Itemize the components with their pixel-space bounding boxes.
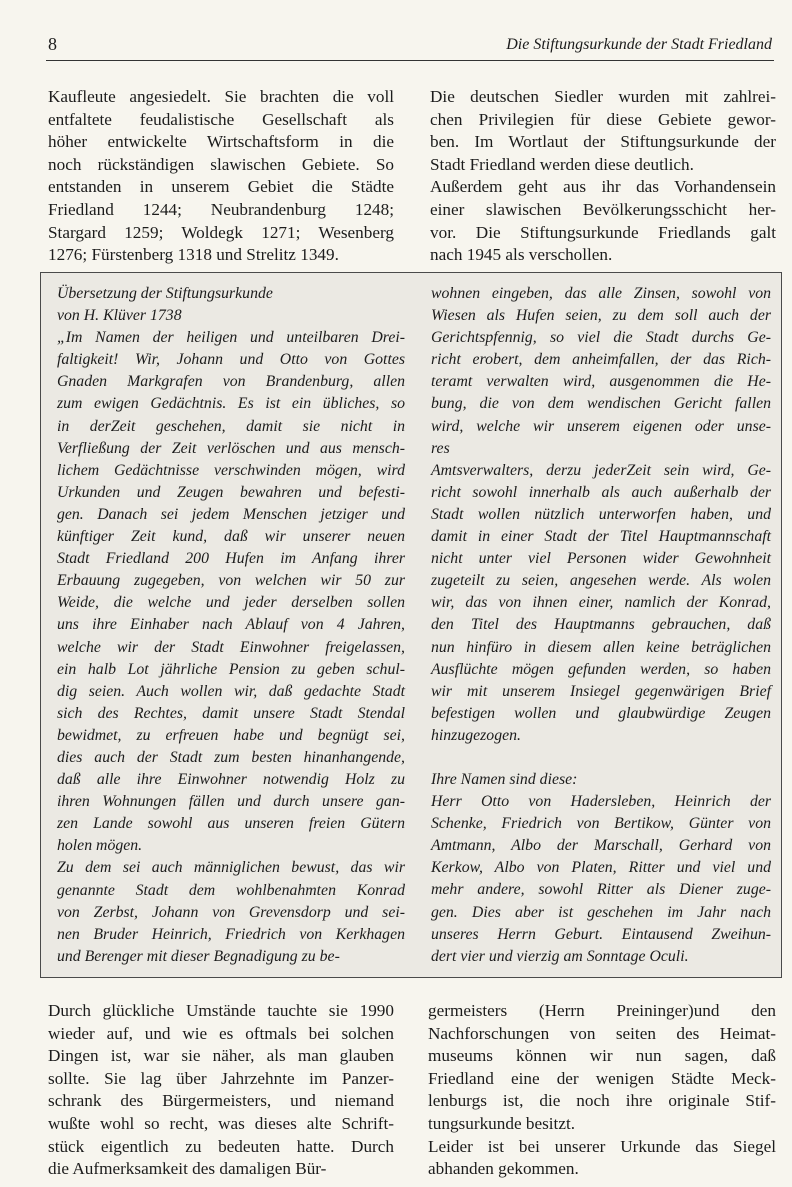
text-line: Erbauung zugegeben, von welchen wir 50 zur — [57, 572, 405, 590]
text-line: Stadt wollen nützlich unterworfen haben, und — [431, 505, 771, 523]
text-line: ben. Im Wortlaut der Stiftungsurkunde der — [430, 132, 776, 152]
text-line: Gerichtspfennig, so viel die Stadt durchs Ge- — [431, 329, 771, 347]
text-line: höher entwickelte Wirtschaftsform in die — [48, 132, 394, 152]
text-line: damit in einer Stadt der Titel Hauptmannschaft — [431, 528, 771, 546]
text-line: Stadt Friedland werden diese deutlich. — [430, 154, 694, 174]
text-line: Schenke, Friedrich von Bertikow, Günter von — [431, 815, 771, 833]
text-line: einer slawischen Bevölkerungsschicht her- — [430, 199, 776, 219]
text-line: Ihre Namen sind diese: — [431, 770, 578, 788]
text-line: bung, die von dem wendischen Gericht fallen — [431, 395, 771, 413]
text-line: zen Lande sowohl aus unseren freien Gütern — [57, 815, 405, 833]
text-line: Amtsverwalters, derzu jederZeit sein wird, Ge- — [431, 461, 771, 479]
text-line: Urkunden und Zeugen bewahren und befesti- — [57, 483, 405, 501]
text-line: Herr Otto von Hadersleben, Heinrich der — [431, 793, 771, 811]
text-line: lichem Gedächtnisse verschwinden mögen, wird — [57, 461, 405, 479]
text-line: uns ihre Einhaber nach Ablauf von 4 Jahren, — [57, 616, 405, 634]
text-line: 1276; Fürstenberg 1318 und Strelitz 1349. — [48, 245, 339, 265]
text-line: unseres Herrn Geburt. Eintausend Zweihun- — [431, 925, 771, 943]
text-line: faltigkeit! Wir, Johann und Otto von Gottes — [57, 351, 405, 369]
bottom-right-column — [428, 1000, 776, 1181]
text-line: Stadt Friedland 200 Hufen im Anfang ihrer — [57, 550, 405, 568]
text-line: germeisters (Herrn Preininger)und den — [428, 1001, 776, 1020]
text-line: holen mögen. — [57, 837, 143, 855]
page-number: 8 — [48, 34, 57, 54]
text-line: genannte Stadt dem wohlbenahmten Konrad — [57, 881, 405, 899]
text-line: von Zerbst, Johann von Grevensdorp und sei- — [57, 903, 405, 921]
text-line: daß alle ihre Einwohner notwendig Holz zu — [57, 771, 405, 789]
text-line: teramt verwalten wird, ausgenommen die He- — [431, 373, 771, 391]
text-line: zum ewigen Gedächtnis. Es ist ein übliches, so — [57, 395, 405, 413]
text-line: dert vier und vierzig am Sonntage Oculi. — [431, 947, 689, 965]
text-line: vor. Die Stiftungsurkunde Friedlands galt — [430, 222, 776, 242]
text-line: nicht unter viel Personen wider Gewohnheit — [431, 550, 771, 568]
text-line: wieder auf, und wie es oftmals bei solchen — [48, 1023, 394, 1043]
text-line: sollte. Sie lag über Jahrzehnte im Panzer- — [48, 1068, 394, 1088]
text-line: abhanden gekommen. — [428, 1159, 579, 1179]
text-line: dies auch der Stadt zum besten hinanhangende, — [57, 748, 405, 766]
text-line: Friedland eine der wenigen Städte Meck- — [428, 1068, 776, 1088]
translation-box — [40, 272, 782, 978]
text-line: dig seien. Auch wollen wir, daß gedachte Stadt — [57, 682, 405, 700]
text-line: res — [431, 439, 450, 457]
text-line: lenburgs ist, die noch ihre originale Stif- — [428, 1091, 776, 1111]
text-line: Übersetzung der Stiftungsurkunde — [57, 285, 273, 302]
text-line: wußte wohl so recht, was dieses alte Schrift- — [48, 1113, 394, 1133]
text-line: Durch glückliche Umstände tauchte sie 1990 — [48, 1001, 394, 1020]
text-line: gen. Danach sei jedem Menschen jetziger und — [57, 505, 405, 523]
text-line: Stargard 1259; Woldegk 1271; Wesenberg — [48, 222, 394, 242]
text-line: Friedland 1244; Neubrandenburg 1248; — [48, 199, 394, 219]
text-line: Verfließung der Zeit verlöschen und aus mensch- — [57, 439, 405, 457]
bottom-left-column — [48, 1000, 394, 1181]
text-line: Zu dem sei auch männiglichen bewust, das wir — [57, 859, 405, 877]
text-line: die Aufmerksamkeit des damaligen Bür- — [48, 1159, 327, 1179]
text-line: entfaltete feudalistische Gesellschaft als — [48, 109, 394, 129]
text-line: schrank des Bürgermeisters, und niemand — [48, 1091, 394, 1111]
text-line: in derZeit geschehen, damit sie nicht in — [57, 417, 405, 435]
text-line: und Berenger mit dieser Begnadigung zu be- — [57, 947, 340, 965]
text-line: bewidmet, zu erfreuen habe und begnügt sei, — [57, 726, 405, 744]
translation-left-column — [57, 283, 405, 968]
text-line: gen. Dies aber ist geschehen im Jahr nach — [431, 903, 771, 921]
top-left-column — [48, 86, 394, 267]
text-line: chen Privilegien für diese Gebiete gewor- — [430, 109, 776, 129]
text-line: den Titel des Hauptmanns gebrauchen, daß — [431, 616, 771, 634]
text-line: Leider ist bei unserer Urkunde das Siegel — [428, 1136, 776, 1156]
blank-line — [431, 747, 771, 769]
running-title: Die Stiftungsurkunde der Stadt Friedland — [506, 36, 772, 53]
text-line: wir mit unserem Insiegel gegenwärigen Brief — [431, 682, 771, 700]
text-line: Außerdem geht aus ihr das Vorhandensein — [430, 177, 776, 197]
text-line: wird, welche wir unserem eigenen oder unse- — [431, 417, 771, 435]
text-line: wir, das von ihnen einer, namlich der Konrad, — [431, 594, 771, 612]
text-line: Ausflüchte mögen gefunden werden, so haben — [431, 660, 771, 678]
text-line: mehr andere, sowohl Ritter als Diener zuge- — [431, 881, 771, 899]
text-line: nach 1945 als verschollen. — [430, 245, 613, 265]
text-line: Dingen ist, war sie näher, als man glauben — [48, 1046, 394, 1066]
text-line: tungsurkunde besitzt. — [428, 1113, 576, 1133]
text-line: Amtmann, Albo der Marschall, Gerhard von — [431, 837, 771, 855]
text-line: nun hinfüro in diesem allen keine beträglichen — [431, 638, 771, 656]
text-line: Weide, die welche und jeder derselben sollen — [57, 594, 405, 612]
text-line: ein halb Lot jährliche Pension zu geben schul- — [57, 660, 405, 678]
text-line: stück eigentlich zu bedeuten hatte. Durch — [48, 1136, 394, 1156]
text-line: Wiesen als Hufen seien, zu dem soll auch der — [431, 307, 771, 325]
text-line: richt erobert, dem anheimfallen, der das Rich- — [431, 351, 771, 369]
text-line: Nachforschungen von seiten des Heimat- — [428, 1023, 776, 1043]
text-line: Die deutschen Siedler wurden mit zahlrei- — [430, 87, 776, 106]
header-rule — [46, 60, 774, 61]
text-line: Kaufleute angesiedelt. Sie brachten die voll — [48, 87, 394, 106]
translation-right-column — [431, 283, 771, 968]
text-line: zugeteilt zu seien, angesehen werde. Als wolen — [431, 572, 771, 590]
text-line: von H. Klüver 1738 — [57, 307, 182, 325]
text-line: sich des Rechtes, damit unsere Stadt Stendal — [57, 704, 405, 722]
text-line: richt sowohl innerhalb als auch außerhalb der — [431, 483, 771, 501]
text-line: entstanden in unserem Gebiet die Städte — [48, 177, 394, 197]
text-line: wohnen eingeben, das alle Zinsen, sowohl von — [431, 285, 771, 302]
text-line: künftiger Zeit kund, daß wir unserer neuen — [57, 528, 405, 546]
text-line: nen Bruder Heinrich, Friedrich von Kerkhagen — [57, 925, 405, 943]
text-line: ihren Wohnungen fällen und durch unsere gan- — [57, 793, 405, 811]
text-line: hinzugezogen. — [431, 726, 521, 744]
text-line: Gnaden Markgrafen von Brandenburg, allen — [57, 373, 405, 391]
text-line: Kerkow, Albo von Platen, Ritter und viel und — [431, 859, 771, 877]
text-line: welche wir der Stadt Einwohner freigelassen, — [57, 638, 405, 656]
top-right-column — [430, 86, 776, 267]
text-line: „Im Namen der heiligen und unteilbaren Drei- — [57, 329, 405, 347]
text-line: befestigen wollen und glaubwürdige Zeugen — [431, 704, 771, 722]
text-line: museums können wir nun sagen, daß — [428, 1046, 776, 1066]
text-line: noch rückständigen slawischen Gebiete. So — [48, 154, 394, 174]
